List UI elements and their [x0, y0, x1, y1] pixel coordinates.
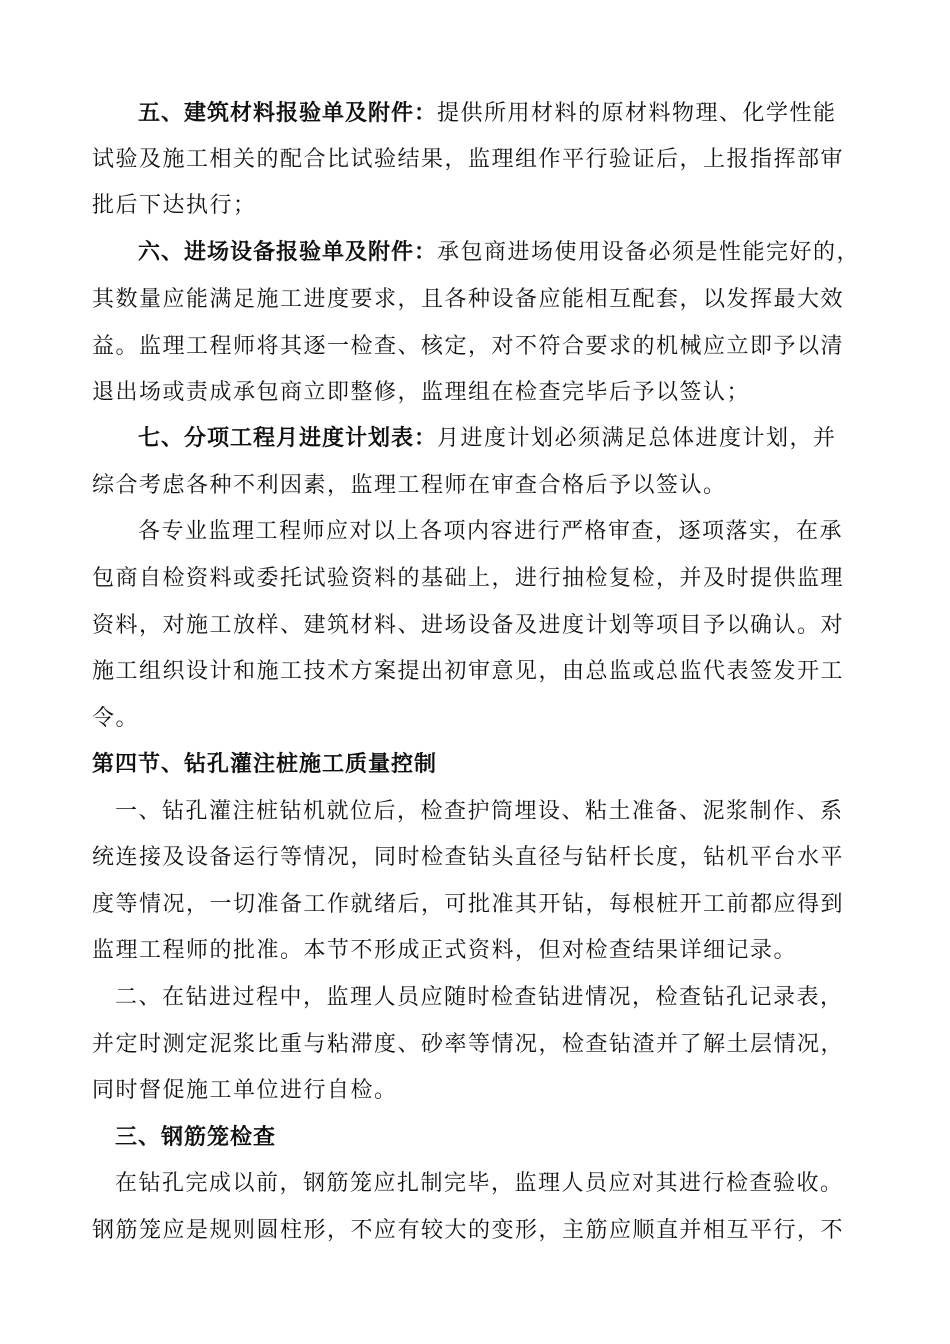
paragraph-6-label: 六、进场设备报验单及附件： [138, 240, 438, 265]
paragraph-6-line-3: 益。监理工程师将其逐一检查、核定，对不符合要求的机械应立即予以清 [92, 334, 845, 359]
item-2-line-2: 并定时测定泥浆比重与粘滞度、砂率等情况，检查钻渣并了解土层情况， [92, 1032, 845, 1057]
section-4-heading: 第四节、钻孔灌注桩施工质量控制 [92, 752, 438, 777]
paragraph-5-label: 五、建筑材料报验单及附件： [138, 101, 438, 126]
item-1-line-1: 一、钻孔灌注桩钻机就位后，检查护筒埋设、粘土准备、泥浆制作、系 [115, 799, 844, 824]
item-2-line-1: 二、在钻进过程中，监理人员应随时检查钻进情况，检查钻孔记录表， [115, 985, 844, 1010]
summary-line-4: 施工组织设计和施工技术方案提出初审意见，由总监或总监代表签发开工 [92, 659, 845, 684]
paragraph-5-line-2: 试验及施工相关的配合比试验结果，监理组作平行验证后，上报指挥部审 [92, 147, 845, 172]
item-1-line-4: 监理工程师的批准。本节不形成正式资料，但对检查结果详细记录。 [92, 938, 798, 963]
paragraph-6-line-4: 退出场或责成承包商立即整修，监理组在检查完毕后予以签认； [92, 380, 751, 405]
paragraph-7-line-1 [138, 424, 918, 454]
summary-line-3: 资料，对施工放样、建筑材料、进场设备及进度计划等项目予以确认。对 [92, 613, 845, 638]
item-1-line-2: 统连接及设备运行等情况，同时检查钻头直径与钻杆长度，钻机平台水平 [92, 845, 845, 870]
paragraph-7-text: 月进度计划必须满足总体进度计划，并 [437, 426, 837, 451]
summary-line-5: 令。 [92, 706, 140, 731]
item-3-line-1: 在钻孔完成以前，钢筋笼应扎制完毕，监理人员应对其进行检查验收。 [115, 1171, 844, 1196]
paragraph-5-text: 提供所用材料的原材料物理、化学性能 [437, 101, 837, 126]
paragraph-5-line-1 [138, 99, 918, 129]
paragraph-6-text: 承包商进场使用设备必须是性能完好的， [437, 240, 861, 265]
item-3-line-2: 钢筋笼应是规则圆柱形，不应有较大的变形，主筋应顺直并相互平行，不 [92, 1218, 845, 1243]
paragraph-5-line-3: 批后下达执行； [92, 193, 257, 218]
paragraph-6-line-2: 其数量应能满足施工进度要求，且各种设备应能相互配套，以发挥最大效 [92, 287, 845, 312]
item-1-line-3: 度等情况，一切准备工作就绪后，可批准其开钻，每根桩开工前都应得到 [92, 892, 845, 917]
summary-line-1: 各专业监理工程师应对以上各项内容进行严格审查，逐项落实，在承 [138, 519, 844, 544]
summary-line-2: 包商自检资料或委托试验资料的基础上，进行抽检复检，并及时提供监理 [92, 566, 845, 591]
item-2-line-3: 同时督促施工单位进行自检。 [92, 1078, 398, 1103]
paragraph-7-label: 七、分项工程月进度计划表： [138, 426, 438, 451]
paragraph-7-line-2: 综合考虑各种不利因素，监理工程师在审查合格后予以签认。 [92, 473, 727, 498]
item-3-heading: 三、钢筋笼检查 [115, 1125, 277, 1150]
paragraph-6-line-1 [138, 238, 918, 268]
